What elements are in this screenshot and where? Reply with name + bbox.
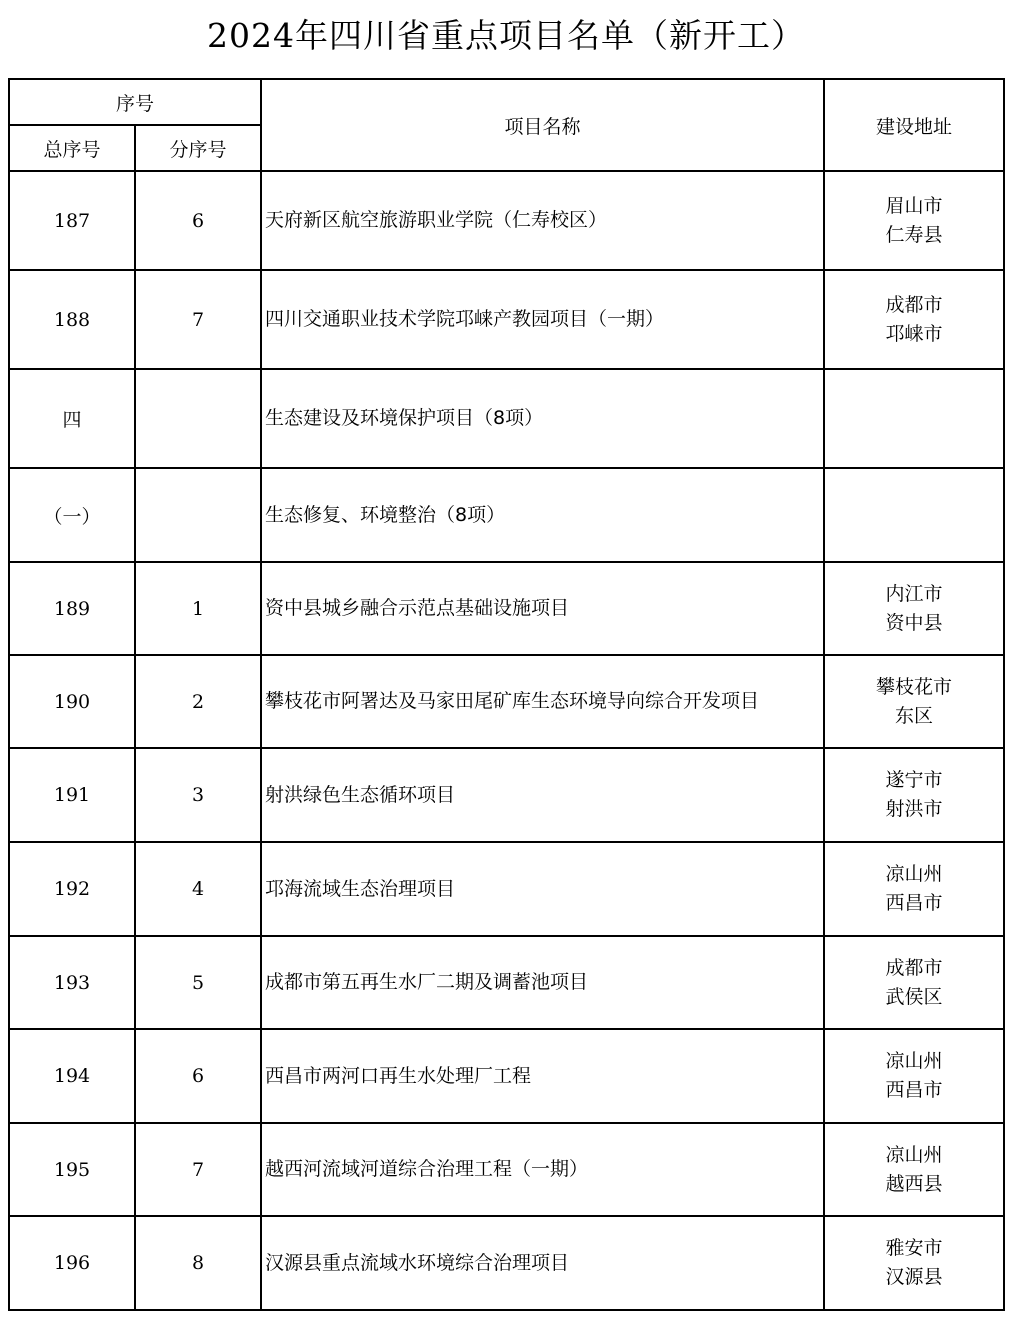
location-cell <box>824 1216 1004 1310</box>
header-project-name: 项目名称 <box>261 79 824 171</box>
table-row <box>9 1029 1004 1123</box>
location-cell <box>824 748 1004 842</box>
location-county: 邛崃市 <box>885 322 943 345</box>
total-seq-cell: 196 <box>9 1216 135 1310</box>
project-name-cell: 射洪绿色生态循环项目 <box>261 748 824 842</box>
project-name-cell: 攀枝花市阿署达及马家田尾矿库生态环境导向综合开发项目 <box>261 655 824 748</box>
location-county: 射洪市 <box>885 798 943 820</box>
sub-seq-cell <box>135 468 261 562</box>
total-seq-cell: 188 <box>9 270 135 369</box>
location-city: 凉山州 <box>885 863 943 885</box>
location-county: 西昌市 <box>885 892 943 914</box>
location-cell <box>824 1123 1004 1216</box>
table-row <box>9 1216 1004 1310</box>
sub-seq-cell: 3 <box>135 748 261 842</box>
location-cell <box>824 562 1004 655</box>
location-county: 西昌市 <box>885 1079 943 1101</box>
location-city: 成都市 <box>885 956 943 979</box>
header-location: 建设地址 <box>824 79 1004 171</box>
location-city: 眉山市 <box>885 194 943 217</box>
location-cell <box>824 468 1004 562</box>
project-name-cell: 天府新区航空旅游职业学院（仁寿校区） <box>261 171 824 270</box>
project-name-cell: 越西河流域河道综合治理工程（一期） <box>261 1123 824 1216</box>
table-row <box>9 562 1004 655</box>
project-name-cell: 汉源县重点流域水环境综合治理项目 <box>261 1216 824 1310</box>
table-row <box>9 655 1004 748</box>
location-county: 仁寿县 <box>885 223 943 246</box>
subsection-row <box>9 468 1004 562</box>
location-cell <box>824 171 1004 270</box>
sub-seq-cell: 7 <box>135 270 261 369</box>
location-county: 越西县 <box>885 1172 943 1195</box>
location-city: 遂宁市 <box>885 769 943 791</box>
header-total-seq: 总序号 <box>9 125 135 171</box>
header-seq-group: 序号 <box>9 79 261 125</box>
sub-seq-cell: 2 <box>135 655 261 748</box>
location-cell <box>824 1029 1004 1123</box>
project-name-cell: 四川交通职业技术学院邛崃产教园项目（一期） <box>261 270 824 369</box>
sub-seq-cell: 5 <box>135 936 261 1029</box>
location-county: 东区 <box>895 704 934 727</box>
page-title: 2024年四川省重点项目名单（新开工） <box>207 16 805 55</box>
total-seq-cell: 195 <box>9 1123 135 1216</box>
location-city: 凉山州 <box>885 1143 943 1166</box>
table-row <box>9 936 1004 1029</box>
section-name-cell: 生态建设及环境保护项目（8项） <box>261 369 824 468</box>
table-row <box>9 748 1004 842</box>
table-row <box>9 171 1004 270</box>
sub-seq-cell: 6 <box>135 1029 261 1123</box>
total-seq-cell: 四 <box>9 369 135 468</box>
total-seq-cell: 192 <box>9 842 135 936</box>
location-county: 武侯区 <box>885 985 943 1008</box>
sub-seq-cell: 6 <box>135 171 261 270</box>
location-cell <box>824 655 1004 748</box>
table-row <box>9 842 1004 936</box>
total-seq-cell: 190 <box>9 655 135 748</box>
location-county: 资中县 <box>885 611 943 634</box>
sub-seq-cell: 4 <box>135 842 261 936</box>
location-cell <box>824 842 1004 936</box>
location-county: 汉源县 <box>885 1266 943 1288</box>
location-cell <box>824 936 1004 1029</box>
section-name-cell: 生态修复、环境整治（8项） <box>261 468 824 562</box>
project-name-cell: 成都市第五再生水厂二期及调蓄池项目 <box>261 936 824 1029</box>
location-cell <box>824 369 1004 468</box>
sub-seq-cell: 1 <box>135 562 261 655</box>
section-row <box>9 369 1004 468</box>
total-seq-cell: 189 <box>9 562 135 655</box>
project-table <box>8 78 1005 1311</box>
total-seq-cell: 191 <box>9 748 135 842</box>
location-cell <box>824 270 1004 369</box>
total-seq-cell: 187 <box>9 171 135 270</box>
total-seq-cell: 194 <box>9 1029 135 1123</box>
sub-seq-cell: 7 <box>135 1123 261 1216</box>
location-city: 雅安市 <box>885 1237 943 1259</box>
header-sub-seq: 分序号 <box>135 125 261 171</box>
location-city: 凉山州 <box>885 1050 943 1072</box>
sub-seq-cell <box>135 369 261 468</box>
location-city: 攀枝花市 <box>876 675 953 698</box>
total-seq-cell: 193 <box>9 936 135 1029</box>
location-city: 内江市 <box>885 582 943 605</box>
project-name-cell: 邛海流域生态治理项目 <box>261 842 824 936</box>
location-city: 成都市 <box>885 293 943 316</box>
table-row <box>9 270 1004 369</box>
total-seq-cell: （一） <box>9 468 135 562</box>
project-name-cell: 资中县城乡融合示范点基础设施项目 <box>261 562 824 655</box>
project-name-cell: 西昌市两河口再生水处理厂工程 <box>261 1029 824 1123</box>
sub-seq-cell: 8 <box>135 1216 261 1310</box>
table-row <box>9 1123 1004 1216</box>
